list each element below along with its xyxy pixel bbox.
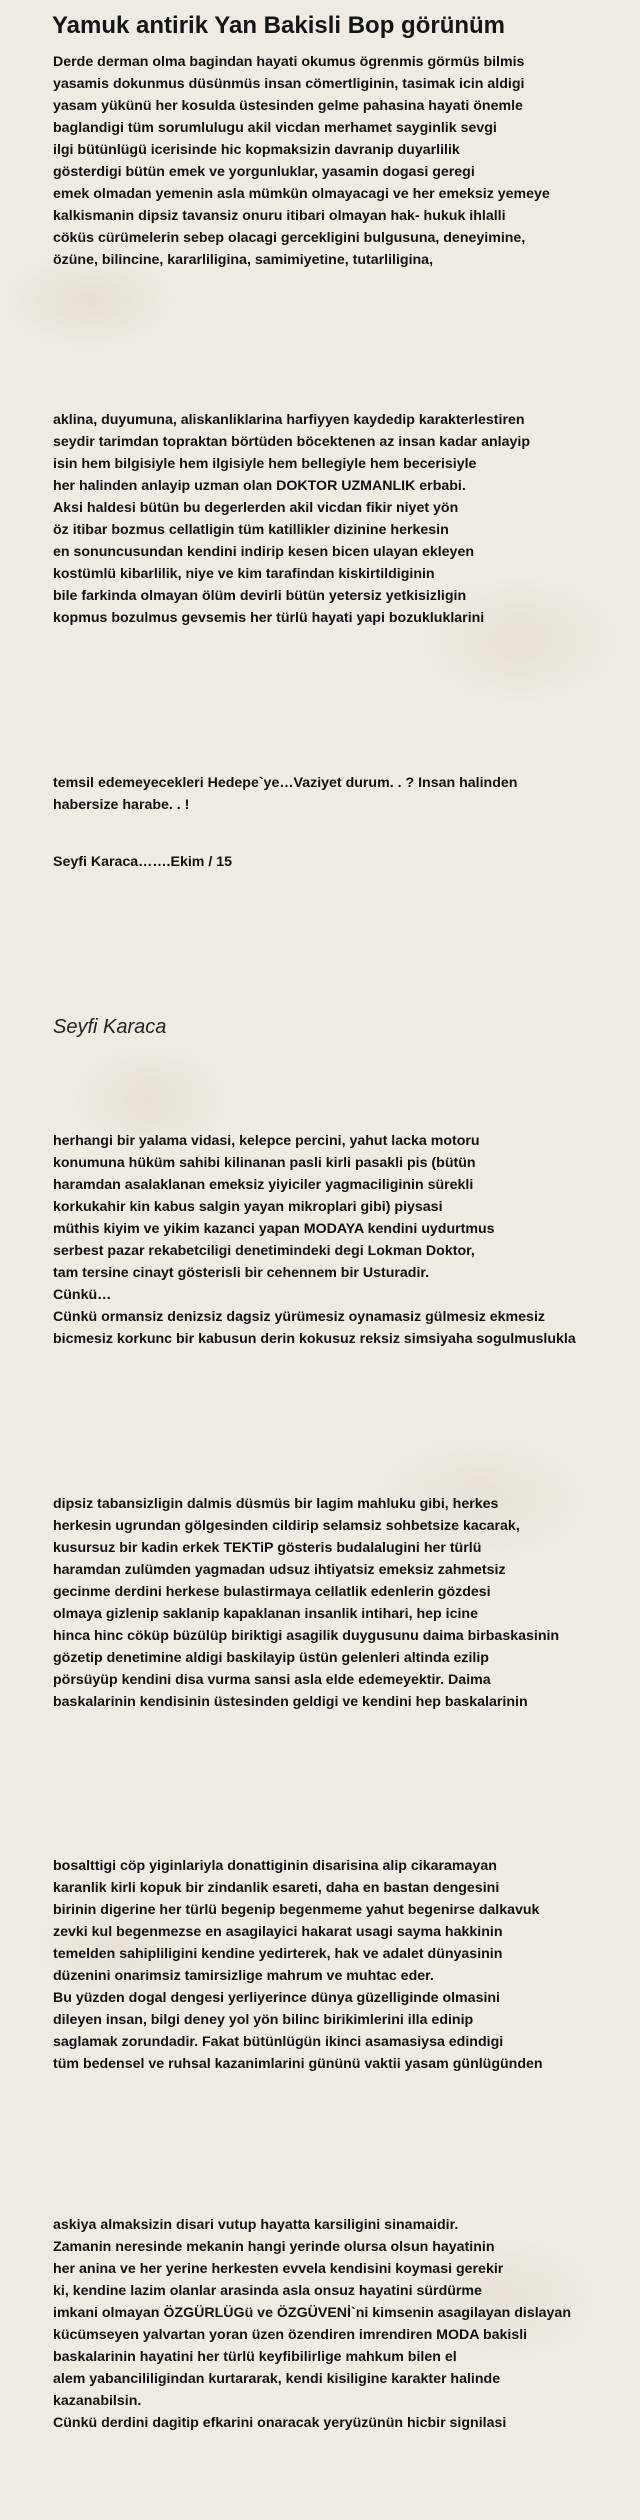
- text-line: Cünkü ormansiz denizsiz dagsiz yürümesiz oynamasiz gülmesiz ekmesiz: [53, 1309, 545, 1325]
- text-line: isin hem bilgisiyle hem ilgisiyle hem bellegiyle hem becerisiyle: [53, 456, 477, 472]
- text-line: Cünkü…: [53, 1287, 112, 1303]
- text-line: özüne, bilincine, kararliligina, samimiyetine, tutarliligina,: [53, 252, 434, 268]
- text-line: zevki kul begenmezse en asagilayici hakarat usagi sayma hakkinin: [53, 1924, 503, 1940]
- text-line: aklina, duyumuna, aliskanliklarina harfiyyen kaydedip karakterlestiren: [53, 412, 525, 428]
- text-line: Derde derman olma bagindan hayati okumus ögrenmis görmüs bilmis: [53, 54, 525, 70]
- text-line: kücümseyen yalvartan yoran üzen özendiren imrendiren MODA bakisli: [53, 2327, 528, 2343]
- text-line: baglandigi tüm sorumlulugu akil vicdan merhamet sayginlik sevgi: [53, 120, 497, 136]
- text-line: herhangi bir yalama vidasi, kelepce percini, yahut lacka motoru: [53, 1133, 480, 1149]
- text-line: gösterdigi bütün emek ve yorgunluklar, yasamin dogasi geregi: [53, 164, 475, 180]
- text-line: gözetip denetimine aldigi baskilayip üstün gelenleri altinda ezilip: [53, 1650, 489, 1666]
- text-line: dileyen insan, bilgi deney yol yön bilinc birikimlerini illa edinip: [53, 2012, 474, 2028]
- text-line: haramdan zulümden yagmadan udsuz ihtiyatsiz emeksiz zahmetsiz: [53, 1562, 506, 1578]
- text-line: alem yabancililigindan kurtararak, kendi kisiligine karakter halinde: [53, 2371, 501, 2387]
- text-line: pörsüyüp kendini disa vurma sansi asla elde edemeyektir. Daima: [53, 1672, 491, 1688]
- text-line: emek olmadan yemenin asla mümkün olmayacagi ve her emeksiz yemeye: [53, 186, 550, 202]
- text-line: bicmesiz korkunc bir kabusun derin kokusuz reksiz simsiyaha sogulmuslukla: [53, 1331, 576, 1347]
- text-line: bosalttigi cöp yiginlariyla donattiginin disarisina alip cikaramayan: [53, 1858, 497, 1874]
- page-title: Yamuk antirik Yan Bakisli Bop görünüm: [52, 12, 506, 39]
- paragraph-7: [53, 2214, 571, 2434]
- text-line: saglamak zorundadir. Fakat bütünlügün ikinci asamasiysa edindigi: [53, 2034, 504, 2050]
- text-line: yasam yükünü her kosulda üstesinden gelme pahasina hayati önemle: [53, 98, 523, 114]
- text-line: baskalarinin hayatini her türlü keyfibilirlige mahkum bilen el: [53, 2349, 457, 2365]
- text-line: kostümlü kibarlilik, niye ve kim tarafindan kiskirtildiginin: [53, 566, 435, 582]
- text-line: kusursuz bir kadin erkek TEKTiP gösteris budalalugini her türlü: [53, 1540, 482, 1556]
- paragraph-6: [53, 1855, 543, 2075]
- text-line: Zamanin neresinde mekanin hangi yerinde olursa olsun hayatinin: [53, 2239, 495, 2255]
- text-line: temsil edemeyecekleri Hedepe`ye…Vaziyet durum. . ? Insan halinden: [53, 775, 518, 791]
- author-date-line: [53, 851, 232, 873]
- text-line: Bu yüzden dogal dengesi yerliyerince dünya güzelliginde olmasini: [53, 1990, 501, 2006]
- text-line: ilgi bütünlügü icerisinde hic kopmaksizin davranip duyarlilik: [53, 142, 460, 158]
- text-line: her anina ve her yerine herkesten evvela kendisini koymasi gerekir: [53, 2261, 504, 2277]
- text-line: öz itibar bozmus cellatligin tüm katillikler dizinine herkesin: [53, 522, 449, 538]
- text-line: dipsiz tabansizligin dalmis düsmüs bir lagim mahluku gibi, herkes: [53, 1496, 499, 1512]
- text-line: serbest pazar rekabetciligi denetimindeki degi Lokman Doktor,: [53, 1243, 475, 1259]
- paragraph-4: [53, 1130, 576, 1350]
- text-line: kopmus bozulmus gevsemis her türlü hayati yapi bozukluklarini: [53, 610, 485, 626]
- text-line: ki, kendine lazim olanlar arasinda asla onsuz hayatini sürdürme: [53, 2283, 482, 2299]
- text-line: karanlik kirli kopuk bir zindanlik esareti, daha en bastan dengesini: [53, 1880, 500, 1896]
- text-line: haramdan asalaklanan emeksiz yiyiciler yagmaciliginin sürekli: [53, 1177, 474, 1193]
- text-line: olmaya gizlenip saklanip kapaklanan insanlik intihari, hep icine: [53, 1606, 478, 1622]
- text-line: korkukahir kin kabus salgin yayan mikroplari gibi) piysasi: [53, 1199, 443, 1215]
- text-line: habersize harabe. . !: [53, 797, 190, 813]
- text-line: baskalarinin kendisinin üstesinden geldigi ve kendini hep baskalarinin: [53, 1694, 528, 1710]
- text-line: herkesin ugrundan gölgesinden cildirip selamsiz sohbetsize kacarak,: [53, 1518, 520, 1534]
- text-line: en sonuncusundan kendini indirip kesen bicen ulayan ekleyen: [53, 544, 475, 560]
- paragraph-3: [53, 772, 517, 816]
- text-line: tam tersine cinayt gösterisli bir cehennem bir Usturadir.: [53, 1265, 430, 1281]
- text-line: seydir tarimdan topraktan börtüden böcektenen az insan kadar anlayip: [53, 434, 530, 450]
- text-line: konumuna hüküm sahibi kilinanan pasli kirli pasakli pis (bütün: [53, 1155, 476, 1171]
- text-line: her halinden anlayip uzman olan DOKTOR UZMANLIK erbabi.: [53, 478, 466, 494]
- paragraph-5: [53, 1493, 559, 1713]
- text-line: bile farkinda olmayan ölüm devirli bütün yetersiz yetkisizligin: [53, 588, 467, 604]
- author-signature: Seyfi Karaca: [53, 1016, 167, 1038]
- text-line: tüm bedensel ve ruhsal kazanimlarini gününü vaktii yasam günlügünden: [53, 2056, 543, 2072]
- text-line: hinca hinc cöküp büzülüp biriktigi asagilik duygusunu daima birbaskasinin: [53, 1628, 560, 1644]
- text-line: imkani olmayan ÖZGÜRLÜGü ve ÖZGÜVENİ`ni kimsenin asagilayan dislayan: [53, 2305, 571, 2321]
- text-line: Seyfi Karaca…….Ekim / 15: [53, 854, 233, 870]
- text-line: birinin digerine her türlü begenip begenmeme yahut begenirse dalkavuk: [53, 1902, 540, 1918]
- text-line: temelden sahipliligini kendine yedirterek, hak ve adalet dünyasinin: [53, 1946, 503, 1962]
- text-line: kalkismanin dipsiz tavansiz onuru itibari olmayan hak- hukuk ihlalli: [53, 208, 506, 224]
- paragraph-2: [53, 409, 530, 629]
- text-line: cöküs cürümelerin sebep olacagi gercekligini bulgusuna, deneyimine,: [53, 230, 526, 246]
- text-line: gecinme derdini herkese bulastirmaya cellatlik edenlerin gözdesi: [53, 1584, 491, 1600]
- text-line: Cünkü derdini dagitip efkarini onaracak yeryüzünün hicbir signilasi: [53, 2415, 507, 2431]
- text-line: kazanabilsin.: [53, 2393, 142, 2409]
- paragraph-1: [53, 51, 550, 271]
- text-line: askiya almaksizin disari vutup hayatta karsiligini sinamaidir.: [53, 2217, 459, 2233]
- text-line: yasamis dokunmus düsünmüs insan cömertliginin, tasimak icin aldigi: [53, 76, 525, 92]
- text-line: düzenini onarimsiz tamirsizlige mahrum ve muhtac eder.: [53, 1968, 434, 1984]
- text-line: müthis kiyim ve yikim kazanci yapan MODAYA kendini uydurtmus: [53, 1221, 495, 1237]
- text-line: Aksi haldesi bütün bu degerlerden akil vicdan fikir niyet yön: [53, 500, 459, 516]
